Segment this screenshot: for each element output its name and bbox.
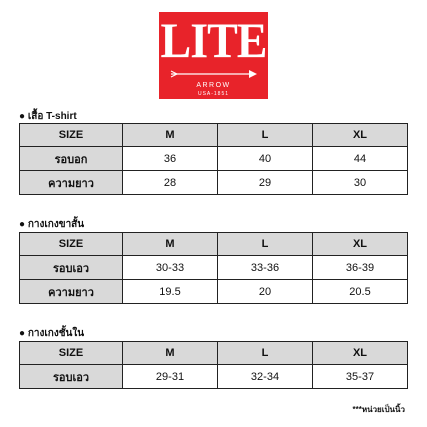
- header-cell: XL: [313, 124, 408, 147]
- unit-note: ***หน่วยเป็นนิ้ว: [352, 405, 405, 414]
- table-row: [20, 256, 408, 280]
- table-cell: 30: [313, 171, 408, 195]
- row-label: ความยาว: [20, 280, 123, 304]
- size-table-underwear: [19, 341, 408, 389]
- brand-name: LITE: [160, 12, 267, 68]
- section-title-shorts: ● กางเกงขาสั้น: [19, 219, 85, 230]
- section-title-underwear: ● กางเกงชั้นใน: [19, 328, 85, 339]
- table-cell: 35-37: [313, 365, 408, 389]
- size-table-tshirt: [19, 123, 408, 195]
- table-cell: 36-39: [313, 256, 408, 280]
- brand-subtitle: ARROW: [196, 82, 231, 89]
- header-cell: L: [218, 342, 313, 365]
- table-cell: 29-31: [123, 365, 218, 389]
- header-cell: M: [123, 233, 218, 256]
- table-header-row: [20, 124, 408, 147]
- header-cell: SIZE: [20, 342, 123, 365]
- header-cell: M: [123, 342, 218, 365]
- table-header-row: [20, 233, 408, 256]
- row-label: รอบเอว: [20, 256, 123, 280]
- table-header-row: [20, 342, 408, 365]
- table-cell: 19.5: [123, 280, 218, 304]
- row-label: รอบเอว: [20, 365, 123, 389]
- brand-year: USA-1851: [197, 91, 230, 97]
- size-table-shorts: [19, 232, 408, 304]
- table-cell: 20: [218, 280, 313, 304]
- header-cell: SIZE: [20, 233, 123, 256]
- header-cell: M: [123, 124, 218, 147]
- section-title-tshirt: ● เสื้อ T-shirt: [19, 111, 77, 122]
- header-cell: L: [218, 233, 313, 256]
- table-cell: 33-36: [218, 256, 313, 280]
- header-cell: XL: [313, 342, 408, 365]
- table-cell: 36: [123, 147, 218, 171]
- table-cell: 44: [313, 147, 408, 171]
- table-cell: 40: [218, 147, 313, 171]
- header-cell: XL: [313, 233, 408, 256]
- table-row: [20, 147, 408, 171]
- table-row: [20, 280, 408, 304]
- header-cell: L: [218, 124, 313, 147]
- table-row: [20, 365, 408, 389]
- brand-logo: [159, 12, 268, 99]
- table-cell: 29: [218, 171, 313, 195]
- table-cell: 32-34: [218, 365, 313, 389]
- table-cell: 28: [123, 171, 218, 195]
- table-cell: 20.5: [313, 280, 408, 304]
- table-row: [20, 171, 408, 195]
- header-cell: SIZE: [20, 124, 123, 147]
- table-cell: 30-33: [123, 256, 218, 280]
- row-label: ความยาว: [20, 171, 123, 195]
- arrow-icon: [169, 68, 259, 80]
- row-label: รอบอก: [20, 147, 123, 171]
